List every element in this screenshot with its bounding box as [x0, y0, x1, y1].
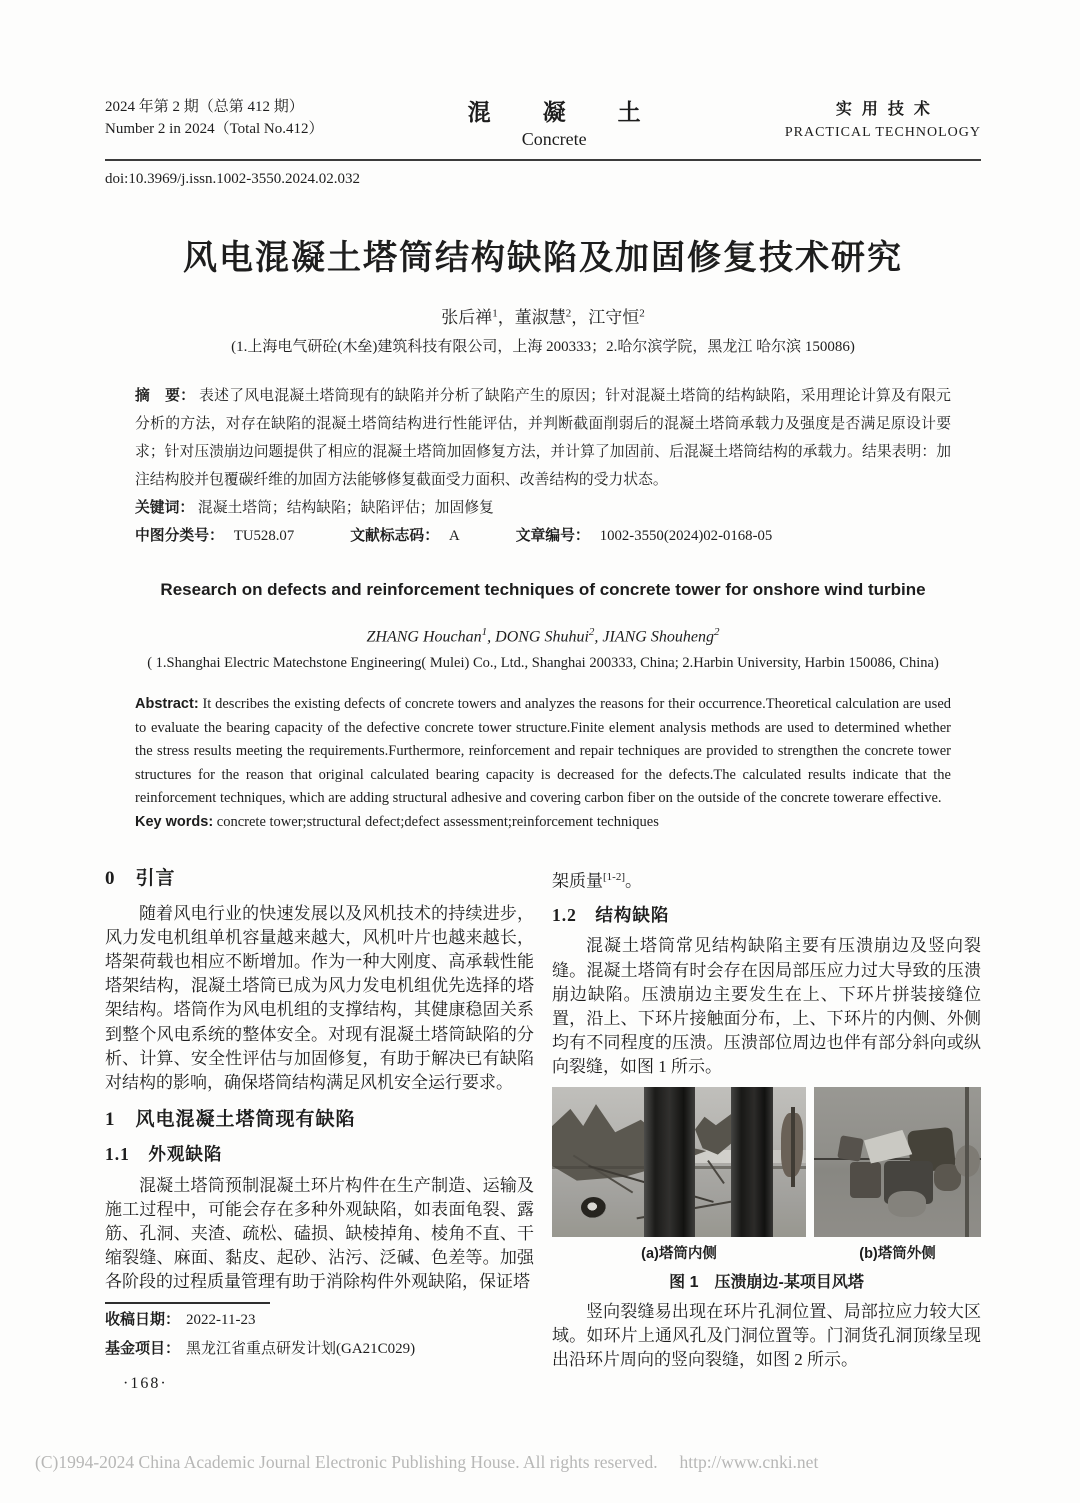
abstract-en [135, 693, 951, 811]
continuation-text: 架质量 [552, 871, 603, 891]
figure-1-label-a: (a)塔筒内侧 [641, 1245, 717, 1262]
received-date-label: 收稿日期： [105, 1310, 181, 1328]
authors-cn [105, 303, 981, 328]
clc-label: 中图分类号： [135, 528, 224, 544]
abstract-cn-label: 摘 要： [135, 388, 196, 404]
journal-name-en: Concrete [521, 129, 587, 149]
spall-blob [850, 1162, 881, 1198]
journal-name-cn: 混凝土 [467, 100, 693, 125]
article-id-label: 文章编号： [515, 528, 590, 544]
journal-section-cn: 实用技术 [835, 101, 940, 118]
keywords-cn-text: 混凝土塔筒；结构缺陷；缺陷评估；加固修复 [197, 500, 494, 516]
author-en-sup: 1 [481, 626, 488, 638]
keywords-cn [135, 494, 951, 522]
clc-number [135, 522, 294, 550]
author-cn-name: ，董淑慧 [497, 308, 566, 327]
author-cn-name: 张后禅 [441, 308, 493, 327]
keywords-en-label: Key words: [135, 813, 214, 830]
doi-line: doi:10.3969/j.issn.1002-3550.2024.02.032 [105, 171, 361, 187]
section-1-1-heading: 1.1 外观缺陷 [105, 1144, 223, 1165]
right-column [552, 865, 981, 1395]
body-columns [105, 865, 981, 1395]
keywords-en [135, 811, 951, 835]
continuation-paragraph [552, 865, 981, 894]
journal-section-en: PRACTICAL TECHNOLOGY [784, 125, 981, 140]
fund-project-value: 黑龙江省重点研发计划(GA21C029) [186, 1340, 416, 1357]
footnote-divider [105, 1302, 270, 1304]
clc-value: TU528.07 [233, 528, 295, 544]
figure-1-photo-inner-side [552, 1087, 806, 1237]
section-0-paragraph: 随着风电行业的快速发展以及风机技术的持续进步，风力发电机组单机容量越来越大，风机叶片也越来越长，塔架荷载也相应不断增加。作为一种大刚度、高承载性能塔架结构，混凝土塔筒已成为风力发电机组优先选择的塔架结构。塔筒作为风电机组的支撑结构，其健康稳固关系到整个风电系统的整体安全。对现有混凝土塔筒缺陷的分析、计算、安全性评估与加固修复，有助于解决已有缺陷对结构的影响，确保塔筒结构满足风机安全运行要求。 [105, 903, 534, 1092]
author-cn-name: ，江守恒 [571, 308, 640, 327]
author-cn-sup: 2 [565, 307, 572, 320]
journal-section-block [785, 96, 981, 141]
article-id-value: 1002-3550(2024)02-0168-05 [599, 528, 773, 544]
figure-1-photo-outer-side [814, 1087, 981, 1237]
abstract-en-text: It describes the existing defects of concrete towers and analyzes the reasons for their occurrence.Theoretical calculation are used to evaluate the bearing capacity of the defective concrete tower structure.Finite element analysis methods are used to determined whether the stress results meeting the requirements.Furthermore, reinforcement and repair techniques are provided to strengthen the concrete tower structures for the reason that original calculated bearing capacity is decreased for the defects.The calculated results indicate that the reinforcement techniques, which are adding structural adhesive and covering carbon fiber on the outside of the concrete towerare effective. [135, 696, 952, 807]
figure-1 [552, 1087, 981, 1295]
journal-issue-cn: 2024 年第 2 期（总第 412 期） [105, 99, 304, 115]
fund-project-label: 基金项目： [105, 1339, 181, 1357]
section-1-heading: 1 风电混凝土塔筒现有缺陷 [105, 1109, 356, 1131]
cnki-copyright: (C)1994-2024 China Academic Journal Electronic Publishing House. All rights reserved. http://www.cnki.net [35, 1452, 819, 1472]
abstract-en-label: Abstract: [135, 696, 199, 713]
fund-project-line [105, 1336, 534, 1362]
author-cn-sup: 1 [492, 307, 498, 320]
keywords-en-text: concrete tower;structural defect;defect assessment;reinforcement techniques [216, 813, 659, 830]
spall-blob [837, 1135, 864, 1162]
affiliation-en: ( 1.Shanghai Electric Matechstone Engineering( Mulei) Co., Ltd., Shanghai 200333, China; 2.Harbin University, Harbin 150086, China) [147, 655, 939, 672]
section-1-2-paragraph: 混凝土塔筒常见结构缺陷主要有压溃崩边及竖向裂缝。混凝土塔筒有时会存在因局部压应力过大导致的压溃崩边缺陷。压溃崩边主要发生在上、下环片拼装接缝位置，沿上、下环片接触面分布，上、下环片的内侧、外侧均有不同程度的压溃。压溃部位周边也伴有部分斜向或纵向裂缝，如图 1 所示。 [552, 936, 981, 1077]
page-number: ·168· [123, 1374, 168, 1392]
edge-damage-streak [791, 1107, 795, 1187]
doc-code-label: 文献标志码： [350, 528, 440, 544]
section-1-2-heading: 1.2 结构缺陷 [552, 905, 670, 926]
author-en-sup: 2 [588, 626, 595, 638]
keywords-cn-label: 关键词： [135, 500, 195, 516]
figure-1-label-b: (b)塔筒外侧 [859, 1245, 936, 1262]
tendon-duct-bar [644, 1087, 695, 1237]
tendon-duct-bar [731, 1087, 773, 1237]
author-en-sup: 2 [713, 626, 720, 638]
section-1-2-paragraph-2: 竖向裂缝易出现在环片孔洞位置、局部拉应力较大区域。如环片上通风孔及门洞位置等。门洞货孔洞顶缘呈现出沿环片周向的竖向裂缝，如图 2 所示。 [552, 1302, 981, 1370]
journal-issue-en: Number 2 in 2024（Total No.412） [105, 121, 324, 137]
left-column [105, 865, 534, 1395]
doc-code-value: A [449, 528, 460, 544]
author-en-name: ZHANG Houchan [366, 628, 482, 646]
journal-header [105, 96, 981, 161]
section-1-1-paragraph: 混凝土塔筒预制混凝土环片构件在生产制造、运输及施工过程中，可能会存在多种外观缺陷，如表面龟裂、露筋、孔洞、夹渣、疏松、磕损、缺棱掉角、棱角不直、干缩裂缝、麻面、黏皮、起砂、沾污、泛碱、色差等。加强各阶段的过程质量管理有助于消除构件外观缺陷，保证塔 [105, 1175, 534, 1292]
classification-line [135, 522, 951, 550]
anchor-hole [581, 1197, 606, 1218]
received-date-line [105, 1307, 534, 1333]
reference-citation: [1-2] [603, 871, 625, 884]
author-en-name: , JIANG Shouheng [594, 628, 714, 646]
author-cn-sup: 2 [639, 307, 645, 320]
author-en-name: , DONG Shuhui [487, 628, 589, 646]
light-patch-bottom [888, 1191, 926, 1217]
authors-en [105, 626, 981, 646]
diagonal-crack [707, 1160, 725, 1184]
vertical-edge-line [965, 1087, 969, 1237]
figure-1-photos [552, 1087, 981, 1237]
received-date-value: 2022-11-23 [186, 1311, 256, 1328]
journal-issue-block [105, 96, 324, 140]
article-id [516, 522, 773, 550]
article-title-cn: 风电混凝土塔筒结构缺陷及加固修复技术研究 [183, 239, 903, 277]
document-code [350, 522, 459, 550]
article-title-en: Research on defects and reinforcement techniques of concrete tower for onshore wind turbine [160, 580, 926, 599]
affiliation-cn: (1.上海电气研砼(木垒)建筑科技有限公司，上海 200333；2.哈尔滨学院，黑龙江 哈尔滨 150086) [231, 339, 855, 355]
figure-1-caption: 图 1 压溃崩边-某项目风塔 [669, 1273, 864, 1291]
journal-name-block [416, 94, 693, 150]
figure-1-sublabels [552, 1242, 981, 1266]
damaged-patch [695, 1113, 733, 1155]
page-content [105, 96, 981, 1396]
continuation-text-end: 。 [625, 871, 642, 891]
abstract-cn [135, 382, 951, 494]
section-0-heading: 0 引言 [105, 868, 176, 890]
abstract-cn-text: 表述了风电混凝土塔筒现有的缺陷并分析了缺陷产生的原因；针对混凝土塔筒的结构缺陷，采用理论计算及有限元分析的方法，对存在缺陷的混凝土塔筒结构进行性能评估，并判断截面削弱后的混凝土塔筒承载力及强度是否满足原设计要求；针对压溃崩边问题提供了相应的混凝土塔筒加固修复方法，并计算了加固前、后混凝土塔筒结构的承载力。结果表明：加注结构胶并包覆碳纤维的加固方法能够修复截面受力面积、改善结构的受力状态。 [135, 388, 951, 488]
